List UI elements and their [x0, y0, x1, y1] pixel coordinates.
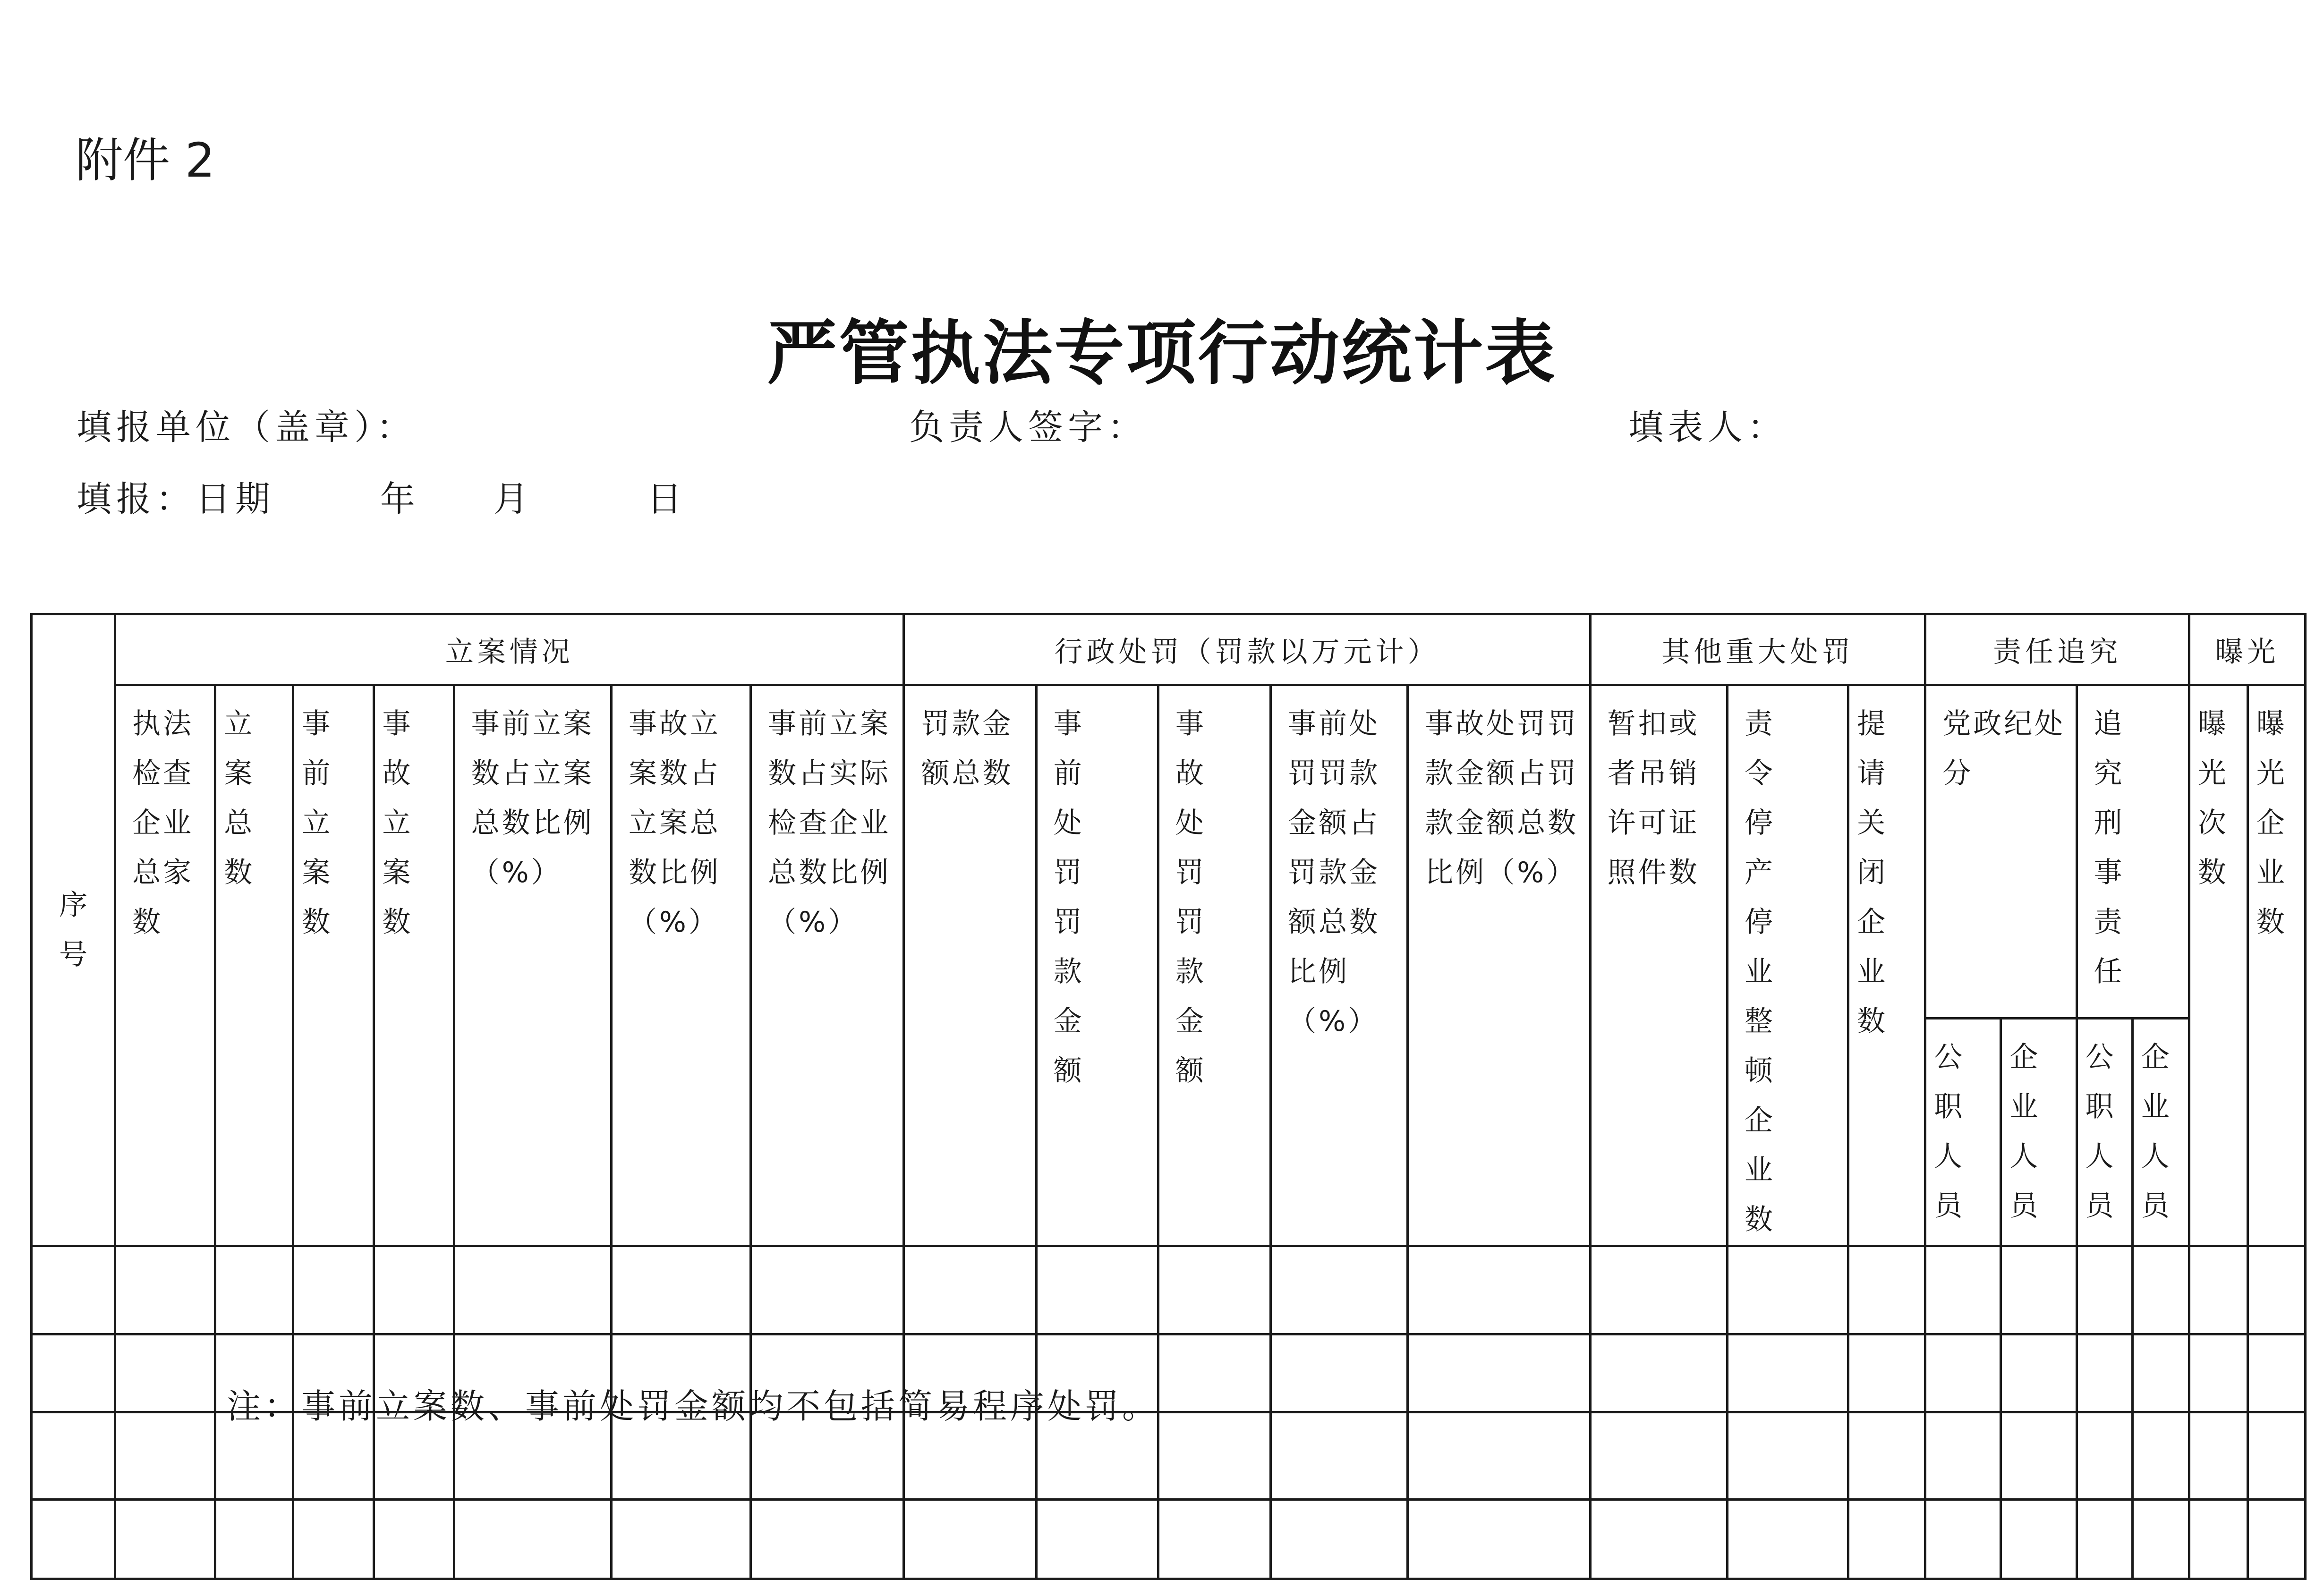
col-accident-fine: 事故处罚罚款金额	[1158, 685, 1270, 1246]
table-cell[interactable]	[374, 1246, 454, 1334]
table-cell[interactable]	[2189, 1500, 2247, 1579]
table-cell[interactable]	[1158, 1334, 1270, 1412]
col-accident-fine-ratio: 事故处罚罚款金额占罚款金额总数比例（%）	[1408, 685, 1590, 1246]
col-prior-fine-ratio: 事前处罚罚款金额占罚款金额总数比例（%）	[1271, 685, 1408, 1246]
table-cell[interactable]	[1727, 1412, 1848, 1500]
table-cell[interactable]	[1727, 1500, 1848, 1579]
col-fine-total: 罚款金额总数	[904, 685, 1036, 1246]
col-accident-ratio: 事故立案数占立案总数比例（%）	[611, 685, 750, 1246]
table-cell[interactable]	[1590, 1246, 1727, 1334]
table-cell[interactable]	[115, 1412, 215, 1500]
table-cell[interactable]	[904, 1246, 1036, 1334]
table-cell[interactable]	[1158, 1500, 1270, 1579]
table-cell[interactable]	[115, 1500, 215, 1579]
table-cell[interactable]	[2077, 1246, 2132, 1334]
attachment-label: 附件 2	[76, 133, 215, 188]
table-cell[interactable]	[2247, 1412, 2305, 1500]
col-exposure-firms: 曝光企业数	[2247, 685, 2305, 1246]
table-cell[interactable]	[1727, 1246, 1848, 1334]
table-cell[interactable]	[1590, 1334, 1727, 1412]
table-cell[interactable]	[32, 1246, 115, 1334]
table-cell[interactable]	[215, 1246, 293, 1334]
table-cell[interactable]	[293, 1500, 374, 1579]
table-cell[interactable]	[2077, 1334, 2132, 1412]
table-cell[interactable]	[2001, 1246, 2077, 1334]
table-cell[interactable]	[1727, 1334, 1848, 1412]
table-cell[interactable]	[2247, 1246, 2305, 1334]
table-cell[interactable]	[1408, 1246, 1590, 1334]
year-label: 年	[380, 479, 420, 519]
table-cell[interactable]	[2001, 1500, 2077, 1579]
table-cell[interactable]	[1590, 1500, 1727, 1579]
table-row	[32, 1246, 2306, 1334]
table-cell[interactable]	[454, 1500, 611, 1579]
table-cell[interactable]	[1925, 1500, 2001, 1579]
table-cell[interactable]	[2247, 1334, 2305, 1412]
footnote: 注：事前立案数、事前处罚金额均不包括简易程序处罚。	[227, 1386, 1160, 1426]
table-cell[interactable]	[611, 1246, 750, 1334]
table-cell[interactable]	[1408, 1412, 1590, 1500]
col-prior-cases: 事前立案数	[293, 685, 374, 1246]
unit-label: 填报单位（盖章）：	[77, 407, 416, 448]
table-cell[interactable]	[1271, 1246, 1408, 1334]
table-cell[interactable]	[2132, 1334, 2189, 1412]
date-label: 填报：日期	[77, 479, 275, 519]
group-exposure: 曝光	[2189, 614, 2305, 685]
table-cell[interactable]	[1925, 1246, 2001, 1334]
table-cell[interactable]	[1848, 1500, 1925, 1579]
month-label: 月	[494, 479, 533, 519]
col-license-revoked: 暂扣或者吊销许可证照件数	[1590, 685, 1727, 1246]
table-cell[interactable]	[1590, 1412, 1727, 1500]
seq-header: 序号	[32, 614, 115, 1246]
statistics-table	[30, 613, 2307, 1580]
table-cell[interactable]	[2132, 1412, 2189, 1500]
col-accident-cases: 事故立案数	[374, 685, 454, 1246]
table-cell[interactable]	[115, 1334, 215, 1412]
table-cell[interactable]	[1925, 1412, 2001, 1500]
group-penalty: 行政处罚（罚款以万元计）	[904, 614, 1590, 685]
table-cell[interactable]	[2132, 1500, 2189, 1579]
col-closure: 提请关闭企业数	[1848, 685, 1925, 1246]
responsible-label: 负责人签字：	[909, 407, 1147, 448]
col-inspected-total: 执法检查企业总家数	[115, 685, 215, 1246]
table-cell[interactable]	[1848, 1334, 1925, 1412]
table-cell[interactable]	[1925, 1334, 2001, 1412]
table-cell[interactable]	[1848, 1412, 1925, 1500]
table-cell[interactable]	[2077, 1412, 2132, 1500]
table-cell[interactable]	[1271, 1500, 1408, 1579]
filler-label: 填表人：	[1628, 407, 1787, 448]
table-cell[interactable]	[2189, 1412, 2247, 1500]
table-cell[interactable]	[751, 1246, 904, 1334]
table-cell[interactable]	[2132, 1246, 2189, 1334]
table-cell[interactable]	[1408, 1500, 1590, 1579]
table-cell[interactable]	[2001, 1412, 2077, 1500]
group-case: 立案情况	[115, 614, 904, 685]
table-row	[32, 1500, 2306, 1579]
table-cell[interactable]	[2189, 1334, 2247, 1412]
table-cell[interactable]	[2189, 1246, 2247, 1334]
table-cell[interactable]	[1408, 1334, 1590, 1412]
col-party-enterprise: 企业人员	[2001, 1018, 2077, 1246]
table-cell[interactable]	[115, 1246, 215, 1334]
table-cell[interactable]	[2077, 1500, 2132, 1579]
col-prior-fine: 事前处罚罚款金额	[1036, 685, 1158, 1246]
table-cell[interactable]	[611, 1500, 750, 1579]
page-title: 严管执法专项行动统计表	[767, 312, 1557, 394]
table-cell[interactable]	[454, 1246, 611, 1334]
col-prior-inspect-ratio: 事前立案数占实际检查企业总数比例（%）	[751, 685, 904, 1246]
table-cell[interactable]	[2001, 1334, 2077, 1412]
col-criminal-official: 公职人员	[2077, 1018, 2132, 1246]
table-cell[interactable]	[1036, 1500, 1158, 1579]
col-prior-ratio: 事前立案数占立案总数比例（%）	[454, 685, 611, 1246]
col-criminal-enterprise: 企业人员	[2132, 1018, 2189, 1246]
table-cell[interactable]	[1036, 1246, 1158, 1334]
col-party-official: 公职人员	[1925, 1018, 2001, 1246]
table-cell[interactable]	[1271, 1412, 1408, 1500]
col-party-discipline: 党政纪处分	[1925, 685, 2077, 1019]
group-major: 其他重大处罚	[1590, 614, 1925, 685]
table-cell[interactable]	[751, 1500, 904, 1579]
table-cell[interactable]	[1158, 1412, 1270, 1500]
table-cell[interactable]	[1848, 1246, 1925, 1334]
col-case-total: 立案总数	[215, 685, 293, 1246]
table-cell[interactable]	[32, 1334, 115, 1412]
group-accountability: 责任追究	[1925, 614, 2189, 685]
col-exposure-count: 曝光次数	[2189, 685, 2247, 1246]
table-cell[interactable]	[374, 1500, 454, 1579]
table-cell[interactable]	[32, 1412, 115, 1500]
col-suspension: 责令停产停业整顿企业数	[1727, 685, 1848, 1246]
table-cell[interactable]	[32, 1500, 115, 1579]
table-cell[interactable]	[904, 1500, 1036, 1579]
day-label: 日	[647, 479, 687, 519]
col-criminal: 追究刑事责任	[2077, 685, 2189, 1019]
table-cell[interactable]	[293, 1246, 374, 1334]
table-cell[interactable]	[1271, 1334, 1408, 1412]
table-cell[interactable]	[215, 1500, 293, 1579]
table-cell[interactable]	[1158, 1246, 1270, 1334]
table-cell[interactable]	[2247, 1500, 2305, 1579]
